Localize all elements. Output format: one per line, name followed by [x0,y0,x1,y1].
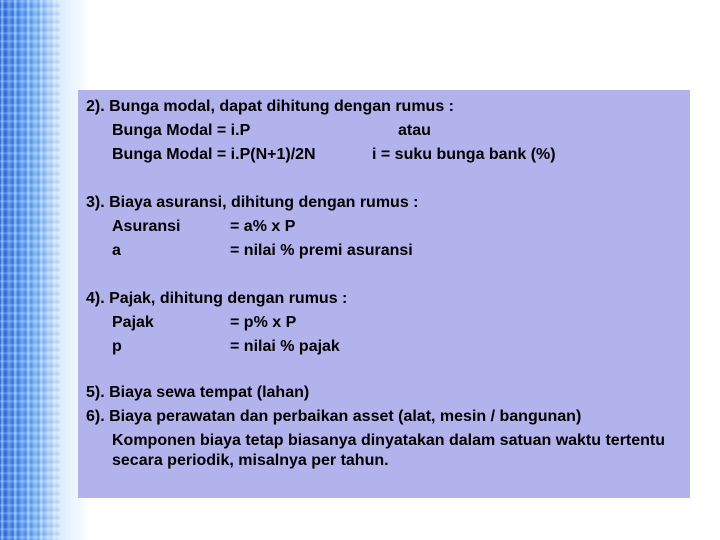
item4-row1-label: Pajak [112,314,154,331]
item2-formula-row1 [86,119,690,143]
item2-formula1: Bunga Modal = i.P [112,122,251,139]
item3-row2 [86,239,690,263]
item3-row1 [86,215,690,239]
item2-heading: 2). Bunga modal, dapat dihitung dengan rumus : [86,98,454,115]
item2-formula2: Bunga Modal = i.P(N+1)/2N [112,146,316,163]
item4-row2-label: p [112,338,122,355]
item3-row1-label: Asuransi [112,218,181,235]
item6-heading: 6). Biaya perawatan dan perbaikan asset (alat, mesin / bangunan) [86,408,582,425]
item3-row2-label: a [112,242,121,259]
spacer [86,167,690,191]
item4-row1 [86,311,690,335]
item2-atau: atau [398,122,431,139]
item4-heading: 4). Pajak, dihitung dengan rumus : [86,290,348,307]
item4-row1-value: = p% x P [230,314,297,331]
spacer [86,263,690,287]
item2-formula-row2 [86,143,690,167]
item4-row2-value: = nilai % pajak [230,338,340,355]
item2-note: i = suku bunga bank (%) [372,146,556,163]
spacer [86,359,690,381]
item3-heading: 3). Biaya asuransi, dihitung dengan rumus : [86,194,419,211]
item6-paragraph: Komponen biaya tetap biasanya dinyatakan dalam satuan waktu tertentu secara periodik, misalnya per tahun. [112,432,666,469]
item3-row2-value: = nilai % premi asuransi [230,242,413,259]
item5-heading: 5). Biaya sewa tempat (lahan) [86,384,310,401]
item4-row2 [86,335,690,359]
content-box [78,90,690,498]
item3-row1-value: = a% x P [230,218,296,235]
decorative-blue-band [0,0,60,540]
